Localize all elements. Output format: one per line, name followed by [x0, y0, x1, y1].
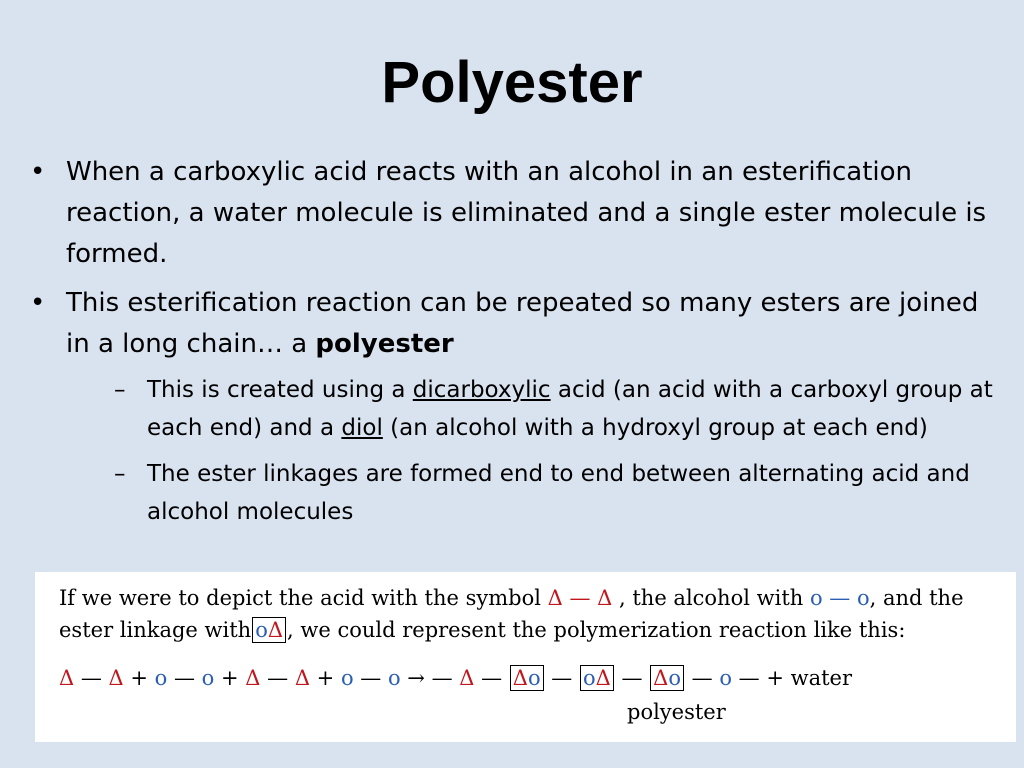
triangle-symbol: Δ — [653, 666, 669, 690]
bond: — — [167, 666, 202, 690]
bullet-text: When a carboxylic acid reacts with an alcohol in an esterification reaction, a water molecule is eliminated and a single ester molecule is formed. — [66, 157, 987, 269]
bullet-icon: • — [30, 288, 46, 318]
circle-symbol: o — [201, 666, 215, 690]
sub-bullet-text: acid (an acid with a carboxyl group at each end) and a — [147, 377, 993, 441]
water-label: water — [790, 666, 853, 690]
sub-bullet-item — [66, 371, 1005, 447]
sub-bullet-text: (an alcohol with a hydroxyl group at each end) — [382, 415, 928, 441]
bond: — — [544, 666, 579, 690]
polymerization-figure — [35, 572, 1016, 742]
circle-symbol: o — [527, 666, 541, 690]
bond: — — [353, 666, 388, 690]
circle-symbol: o — [719, 666, 732, 690]
underlined-term: dicarboxylic — [412, 377, 551, 403]
triangle-symbol: Δ — [59, 666, 75, 690]
triangle-symbol: Δ — [267, 618, 284, 642]
bond: — + — [732, 666, 791, 690]
ester-linkage-box — [650, 665, 684, 691]
circle-symbol: o — [582, 666, 596, 690]
triangle-symbol: Δ — [294, 666, 310, 690]
figure-line — [59, 582, 964, 614]
product-label: polyester — [627, 700, 726, 724]
triangle-symbol: Δ — [459, 666, 475, 690]
bullet-item — [30, 283, 1005, 531]
figure-text: , we could represent the polymerization reaction like this: — [287, 618, 906, 642]
plus: + — [123, 666, 155, 690]
bullet-item — [30, 152, 1005, 275]
bond: — — [614, 666, 650, 690]
figure-text: ester linkage with — [59, 618, 252, 642]
sub-bullet-text: This is created using a — [147, 377, 413, 403]
bullet-bold-text: polyester — [315, 329, 454, 359]
figure-text: , the alcohol with — [612, 586, 810, 610]
bond: — — [684, 666, 720, 690]
bullet-list — [30, 152, 1005, 539]
triangle-symbol: Δ — [108, 666, 124, 690]
dash-icon: – — [114, 377, 126, 403]
bond: — — [74, 666, 109, 690]
underlined-term: diol — [341, 415, 383, 441]
dash-icon: – — [114, 461, 126, 487]
arrow-icon: → — [400, 666, 432, 690]
sub-bullet-text: The ester linkages are formed end to end between alternating acid and alcohol molecules — [147, 461, 970, 525]
ester-linkage-box — [580, 665, 614, 691]
bond: — — [431, 666, 460, 690]
bullet-icon: • — [30, 157, 46, 187]
reaction-equation — [59, 662, 852, 694]
alcohol-symbol: o — o — [809, 586, 870, 610]
figure-text: If we were to depict the acid with the symbol — [59, 586, 548, 610]
figure-line — [59, 614, 905, 646]
ester-linkage-box — [510, 665, 544, 691]
bullet-text: This esterification reaction can be repeated so many esters are joined in a long chain… a — [66, 288, 979, 359]
ester-linkage-symbol — [252, 617, 286, 643]
slide-title: Polyester — [381, 50, 643, 115]
figure-text: , and the — [869, 586, 964, 610]
circle-symbol: o — [668, 666, 681, 690]
circle-symbol: o — [387, 666, 401, 690]
triangle-symbol: Δ — [512, 666, 528, 690]
triangle-symbol: Δ — [245, 666, 261, 690]
circle-symbol: o — [255, 618, 268, 642]
sub-bullet-item — [66, 455, 1005, 531]
plus: + — [214, 666, 246, 690]
circle-symbol: o — [340, 666, 354, 690]
circle-symbol: o — [154, 666, 168, 690]
bond: — — [474, 666, 509, 690]
acid-symbol: Δ — Δ — [547, 586, 613, 610]
plus: + — [309, 666, 341, 690]
triangle-symbol: Δ — [595, 666, 611, 690]
bond: — — [260, 666, 295, 690]
